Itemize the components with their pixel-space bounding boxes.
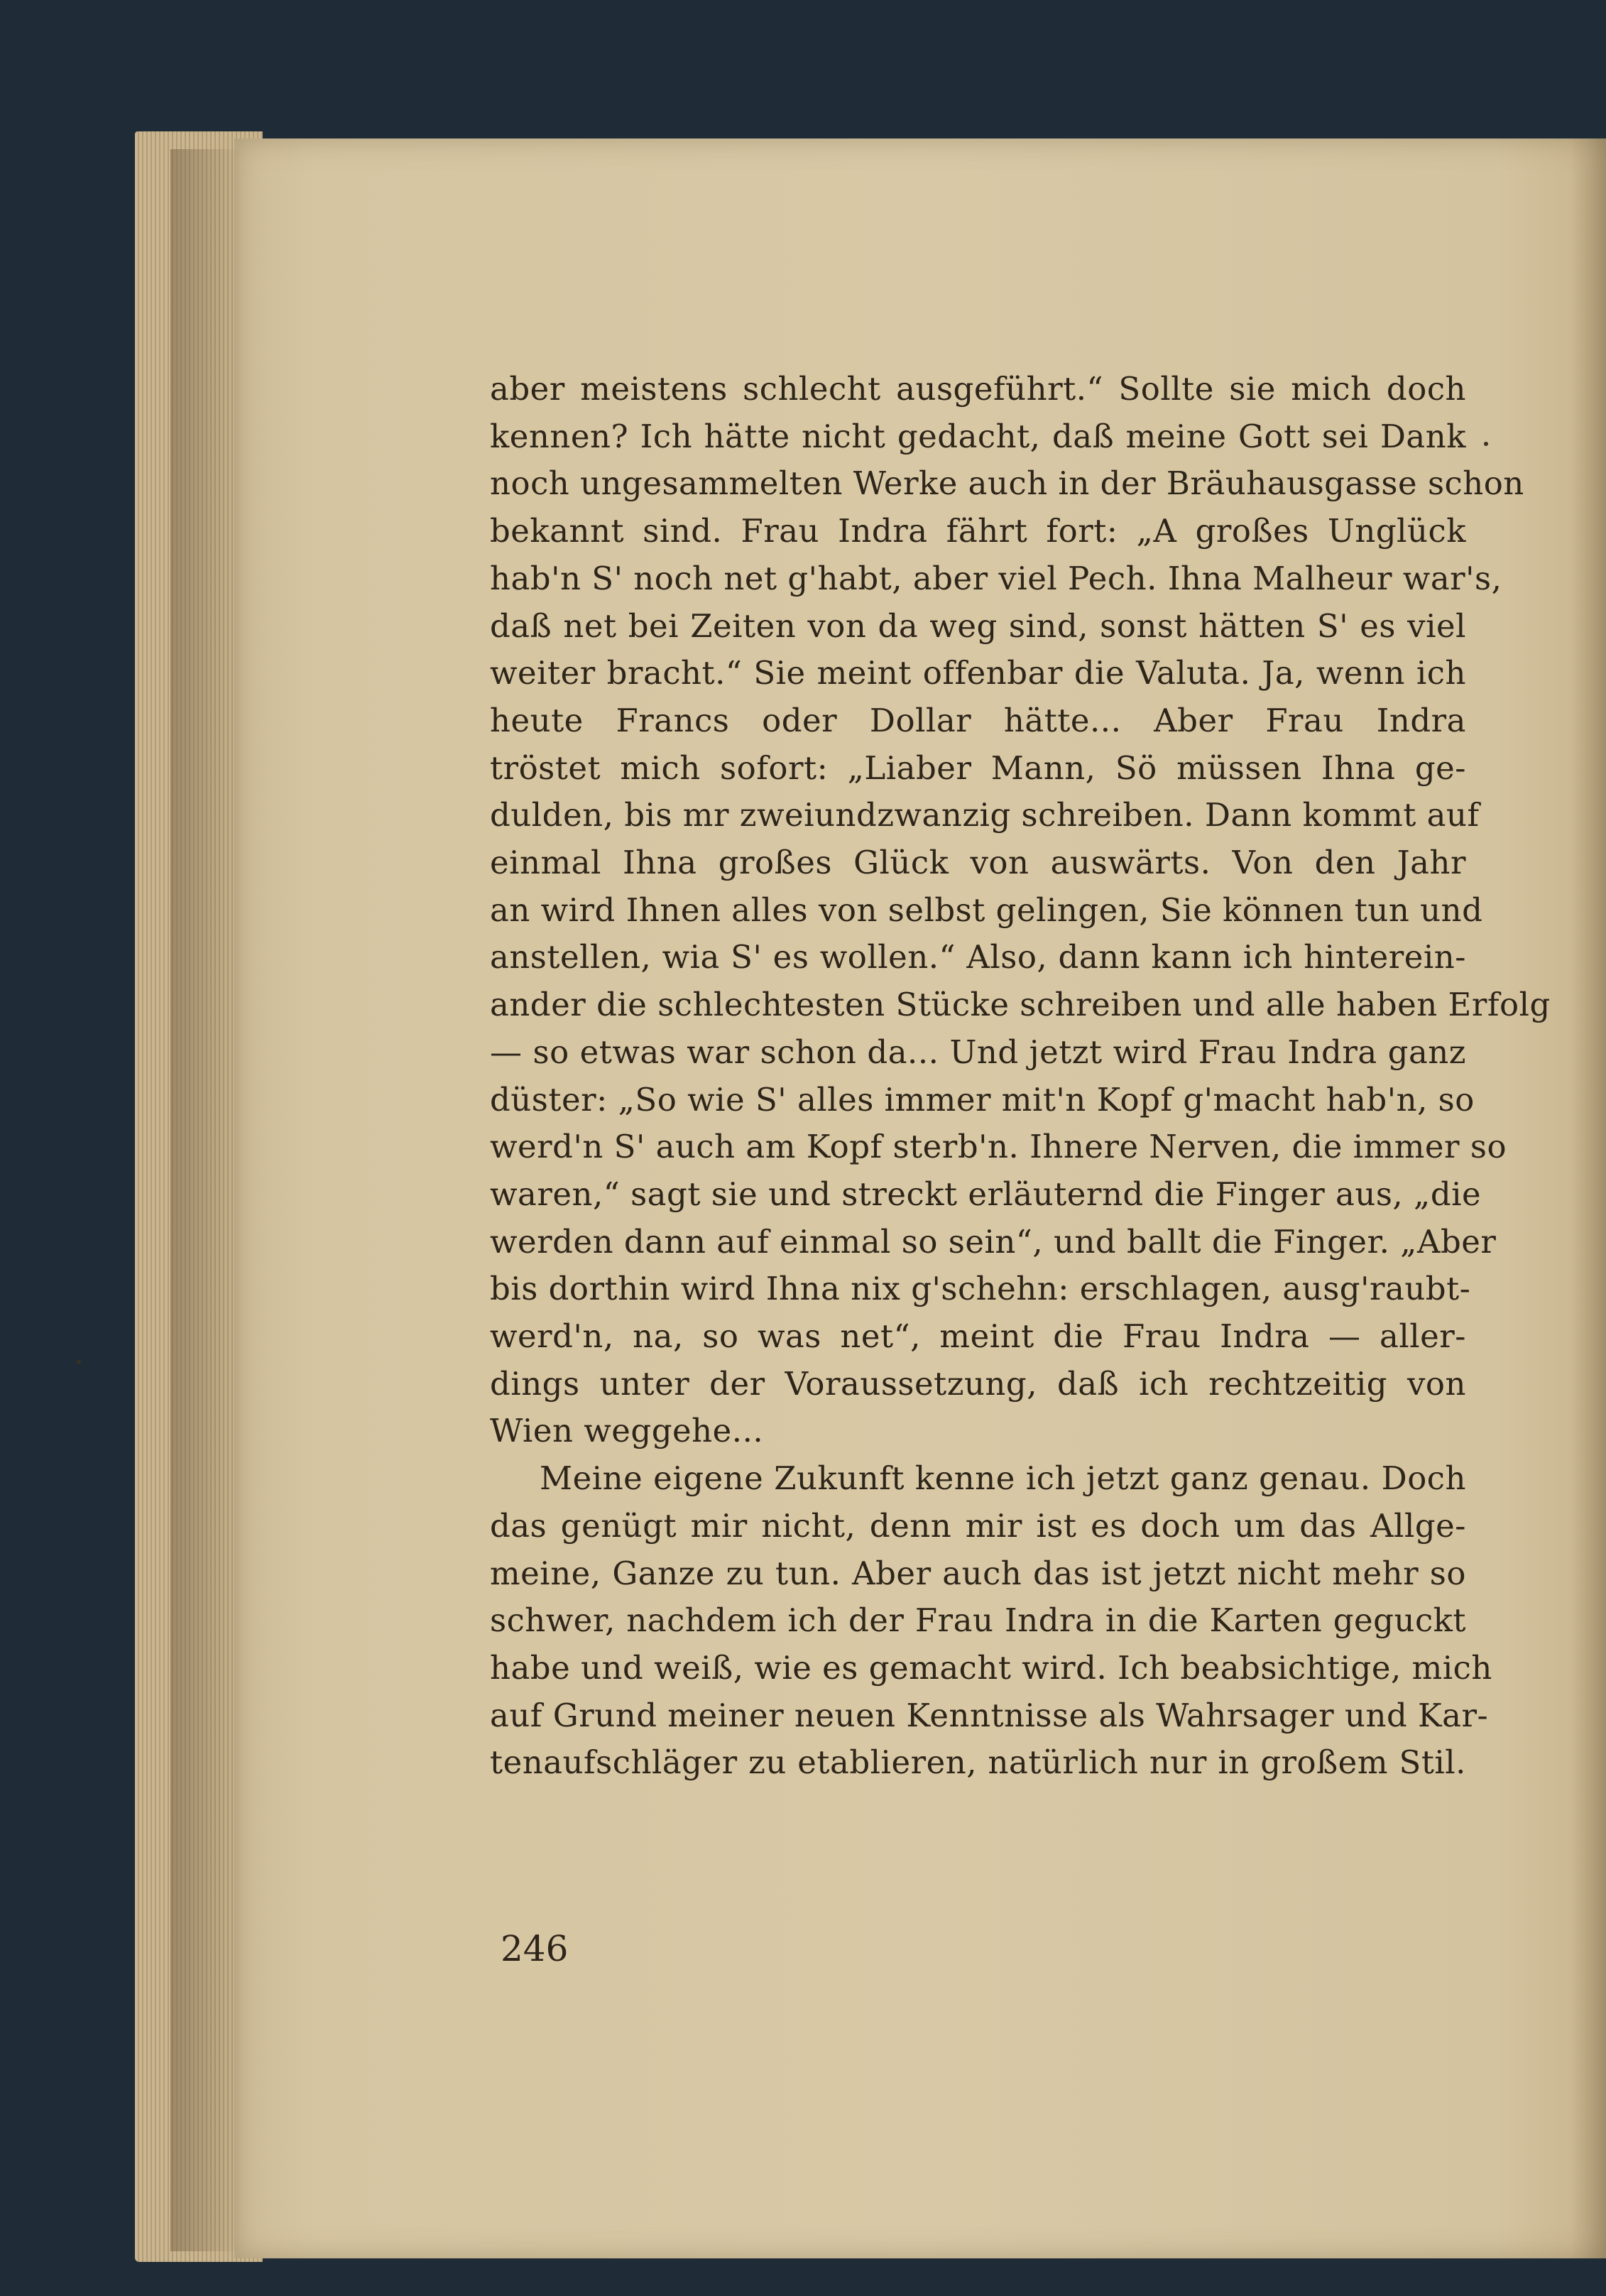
text-line: dulden, bis mr zweiundzwanzig schreiben. Dann kommt auf: [490, 796, 1480, 834]
text-line: schwer, nachdem ich der Frau Indra in die Karten geguckt: [490, 1601, 1466, 1640]
text-line: anstellen, wia S' es wollen.“ Also, dann kann ich hinterein-: [490, 938, 1466, 976]
text-line: aber meistens schlecht ausgeführt.“ Sollte sie mich doch: [490, 370, 1466, 408]
body-text: [490, 366, 1551, 1787]
gutter-shadow: [1571, 138, 1606, 2258]
text-line: bekannt sind. Frau Indra fährt fort: „A großes Unglück: [490, 512, 1466, 550]
text-line: dings unter der Voraussetzung, daß ich rechtzeitig von: [490, 1364, 1466, 1403]
text-line: das genügt mir nicht, denn mir ist es doch um das Allge-: [490, 1506, 1466, 1545]
text-line: düster: „So wie S' alles immer mit'n Kopf g'macht hab'n, so: [490, 1080, 1475, 1119]
text-line: werd'n, na, so was net“, meint die Frau Indra — aller-: [490, 1317, 1466, 1356]
text-line: tröstet mich sofort: „Liaber Mann, Sö müssen Ihna ge-: [490, 749, 1466, 787]
text-line: — so etwas war schon da... Und jetzt wird Frau Indra ganz: [490, 1033, 1466, 1071]
text-line: hab'n S' noch net g'habt, aber viel Pech. Ihna Malheur war's,: [490, 559, 1502, 597]
text-line: noch ungesammelten Werke auch in der Bräuhausgasse schon: [490, 464, 1524, 503]
text-line: einmal Ihna großes Glück von auswärts. Von den Jahr: [490, 844, 1466, 882]
text-line: an wird Ihnen alles von selbst gelingen, Sie können tun und: [490, 891, 1483, 929]
text-line: kennen? Ich hätte nicht gedacht, daß meine Gott sei Dank: [490, 417, 1466, 455]
text-line: daß net bei Zeiten von da weg sind, sonst hätten S' es viel: [490, 606, 1466, 645]
paper-speck: [1484, 442, 1488, 446]
text-line: ander die schlechtesten Stücke schreiben und alle haben Erfolg: [490, 986, 1551, 1024]
text-line: waren,“ sagt sie und streckt erläuternd die Finger aus, „die: [490, 1175, 1482, 1213]
text-line: weiter bracht.“ Sie meint offenbar die Valuta. Ja, wenn ich: [490, 654, 1466, 692]
text-line: bis dorthin wird Ihna nix g'schehn: erschlagen, ausg'raubt-: [490, 1270, 1471, 1308]
text-line: werden dann auf einmal so sein“, und ballt die Finger. „Aber: [490, 1222, 1497, 1261]
text-line: Wien weggehe...: [490, 1412, 764, 1450]
text-line: auf Grund meiner neuen Kenntnisse als Wahrsager und Kar-: [490, 1696, 1489, 1734]
text-line: meine, Ganze zu tun. Aber auch das ist jetzt nicht mehr so: [490, 1554, 1466, 1592]
text-line: heute Francs oder Dollar hätte... Aber Frau Indra: [490, 701, 1466, 739]
text-line: tenaufschläger zu etablieren, natürlich nur in großem Stil.: [490, 1743, 1466, 1782]
paper-speck: [77, 1360, 81, 1364]
text-line: werd'n S' auch am Kopf sterb'n. Ihnere Nerven, die immer so: [490, 1128, 1507, 1166]
text-line: habe und weiß, wie es gemacht wird. Ich beabsichtige, mich: [490, 1648, 1492, 1687]
text-line: Meine eigene Zukunft kenne ich jetzt ganz genau. Doch: [540, 1459, 1466, 1498]
spine-shadow: [170, 149, 241, 2251]
page-number: 246: [501, 1928, 569, 1969]
